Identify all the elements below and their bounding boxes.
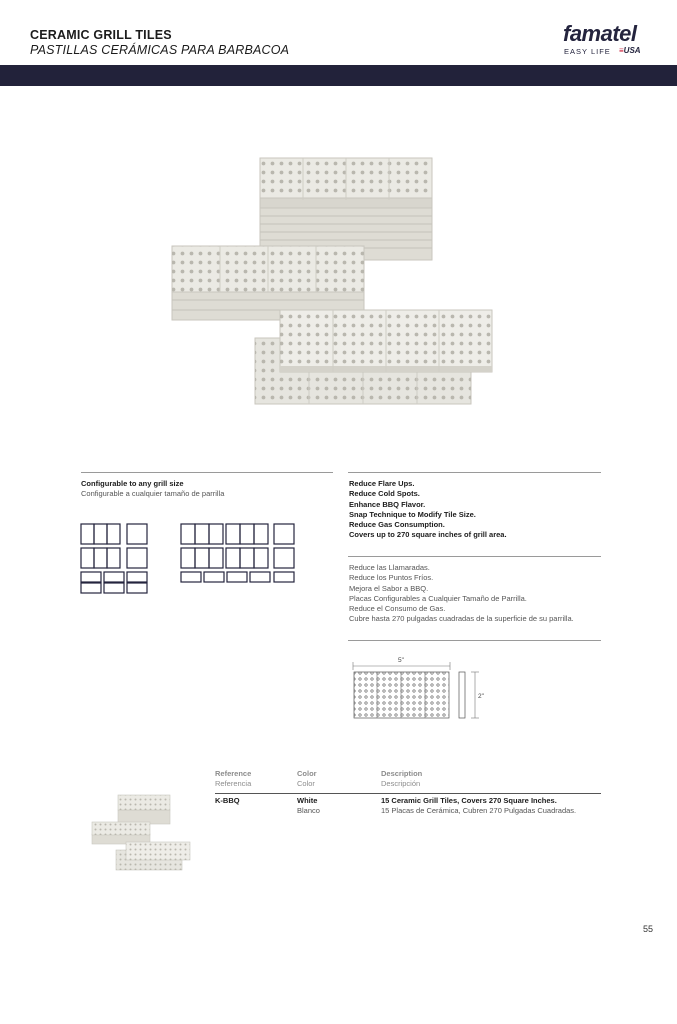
width-label: 5" [398,657,404,664]
header-color-es: Color [297,779,315,789]
header-color [297,769,317,790]
feature-item: Reduce los Puntos Fríos. [349,573,434,583]
height-label: 2" [478,693,484,700]
divider [81,472,333,473]
brand-tagline: EASY LIFE [564,47,611,56]
page-number: 55 [643,924,654,934]
page-title: CERAMIC GRILL TILES [30,28,172,42]
product-description-en: 15 Ceramic Grill Tiles, Covers 270 Square Inches. [381,796,557,805]
divider [348,556,601,557]
header-color-en: Color [297,769,317,778]
header-description-es: Descripción [381,779,421,789]
feature-item: Covers up to 270 square inches of grill area. [349,530,507,540]
product-description-es: 15 Placas de Cerámica, Cubren 270 Pulgadas Cuadradas. [381,806,577,816]
usa-label: USA [623,46,641,55]
table-divider [215,793,601,794]
page-subtitle: PASTILLAS CERÁMICAS PARA BARBACOA [30,43,290,57]
divider [348,472,601,473]
product-color [297,796,320,817]
feature-item: Reduce Flare Ups. [349,479,415,488]
usa-flag-icon: ≡ [619,46,624,55]
feature-item: Reduce las Llamaradas. [349,563,430,572]
product-description [381,796,576,817]
feature-item: Reduce Cold Spots. [349,489,420,499]
feature-item: Placas Configurables a Cualquier Tamaño de Parrilla. [349,593,527,603]
tile-stack-back [260,158,432,260]
product-hero-image [160,150,500,410]
header-description-en: Description [381,769,423,778]
features-list-en [349,479,507,541]
feature-item: Enhance BBQ Flavor. [349,499,426,509]
header-band [0,65,677,86]
feature-item: Cubre hasta 270 pulgadas cuadradas de la superficie de su parrilla. [349,614,574,624]
product-reference: K-BBQ [215,796,240,805]
feature-item: Reduce el Consumo de Gas. [349,604,446,614]
product-color-en: White [297,796,318,805]
config-subtitle: Configurable a cualquier tamaño de parrilla [81,489,225,498]
feature-item: Reduce Gas Consumption. [349,520,445,530]
product-thumbnail [88,792,194,874]
product-color-es: Blanco [297,806,320,816]
divider [348,640,601,641]
tile-front-top [280,310,492,372]
header-reference [215,769,251,790]
header-reference-en: Reference [215,769,252,778]
features-list-es [349,563,574,625]
header-reference-es: Referencia [215,779,252,789]
grill-configuration-diagram [79,522,299,596]
tile-dimension-drawing [345,652,495,724]
config-title: Configurable to any grill size [81,479,184,488]
header-description [381,769,422,790]
feature-item: Snap Technique to Modify Tile Size. [349,509,476,519]
tile-stack-left [172,246,364,320]
feature-item: Mejora el Sabor a BBQ. [349,583,429,593]
brand-usa-badge [619,46,641,55]
brand-logo: famatel [563,21,637,46]
